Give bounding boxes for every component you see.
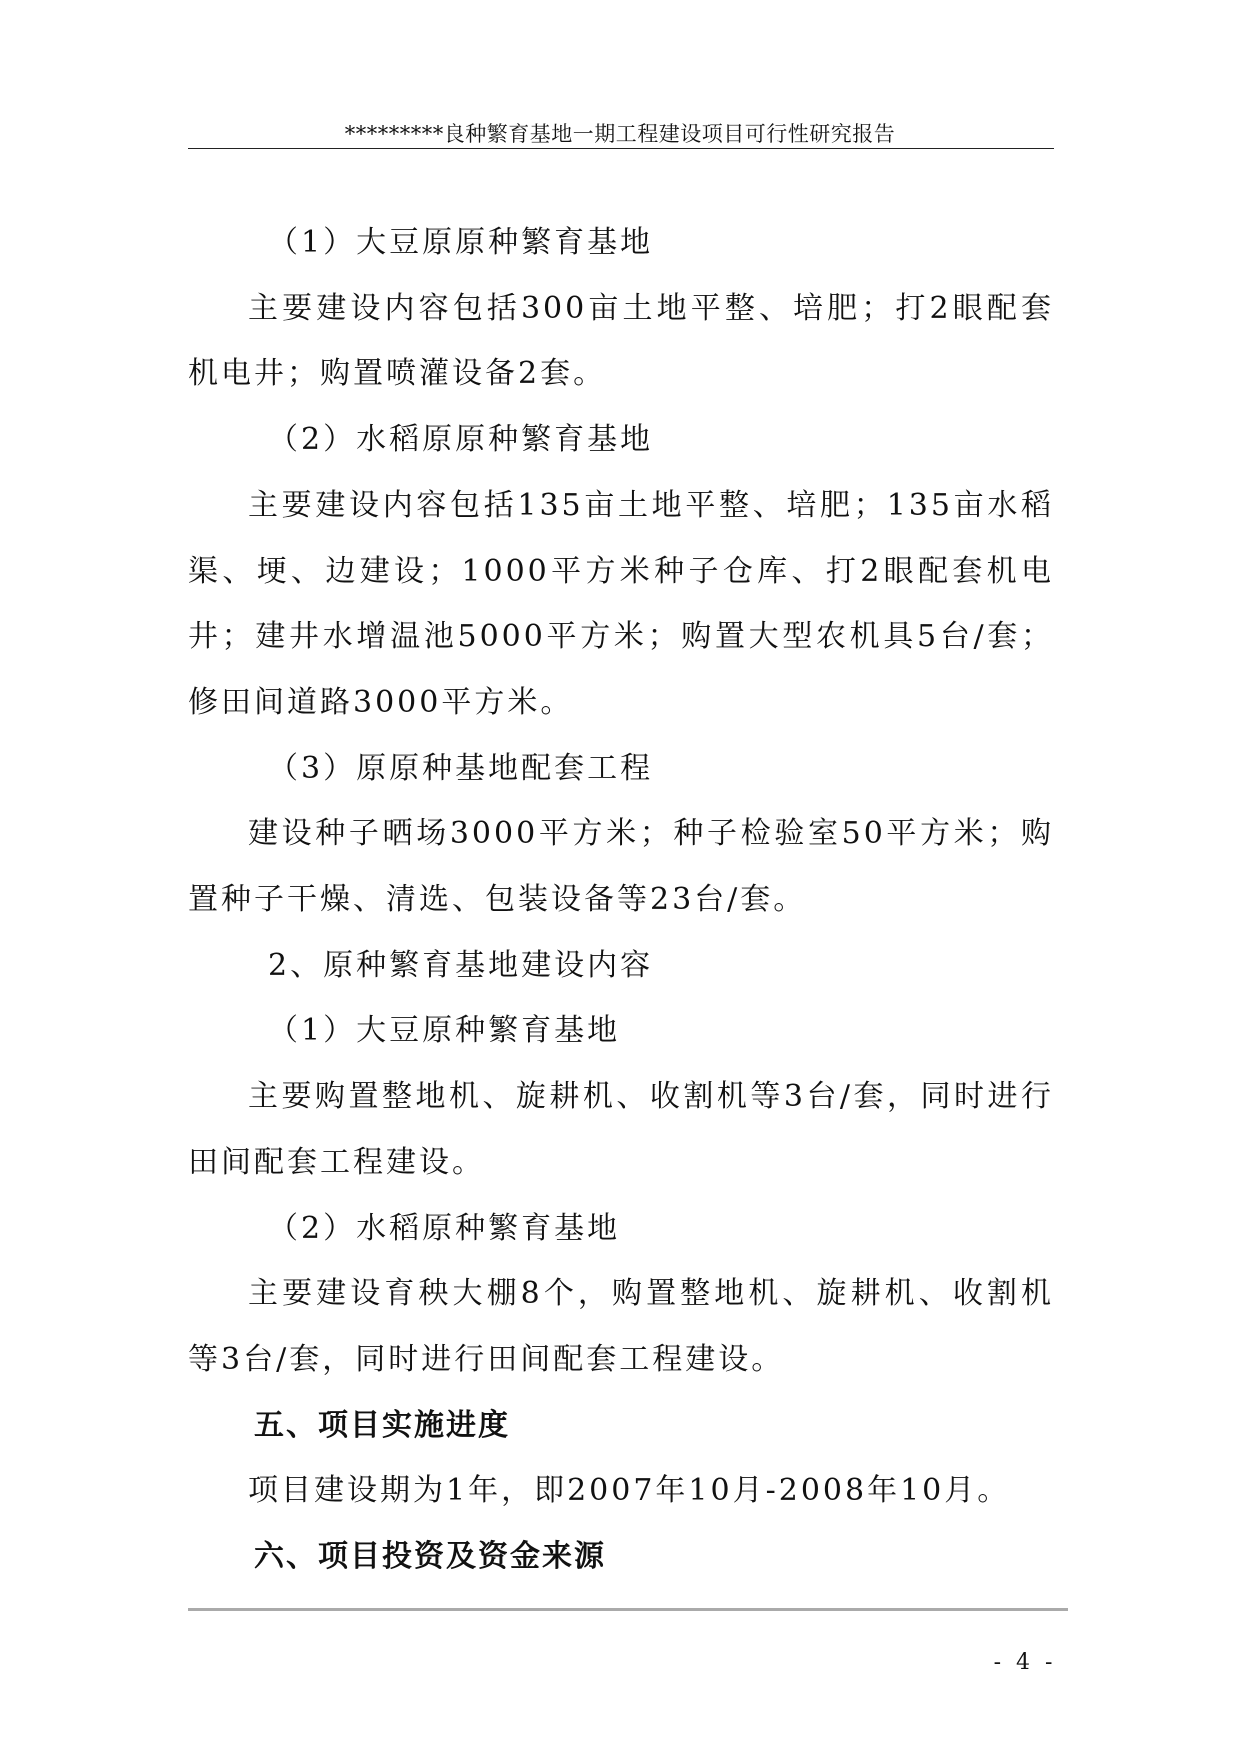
page-number: - 4 - bbox=[993, 1650, 1057, 1675]
header-divider bbox=[188, 148, 1054, 149]
paragraph-soybean-breeder-content: 主要建设内容包括300亩土地平整、培肥；打2眼配套机电井；购置喷灌设备2套。 bbox=[188, 290, 1054, 392]
paragraph-rice-breeder-content: 主要建设内容包括135亩土地平整、培肥；135亩水稻渠、埂、边建设；1000平方米种子仓库、打2眼配套机电井；建井水增温池5000平方米；购置大型农机具5台/套；修田间道路3000平方米。 bbox=[188, 487, 1054, 720]
paragraph-schedule-content: 项目建设期为1年，即2007年10月-2008年10月。 bbox=[248, 1473, 1011, 1509]
section-heading-schedule: 五、项目实施进度 bbox=[254, 1407, 510, 1443]
subheading-breeder-supporting-works: （3）原原种基地配套工程 bbox=[268, 750, 654, 786]
paragraph-soybean-foundation-content: 主要购置整地机、旋耕机、收割机等3台/套，同时进行田间配套工程建设。 bbox=[188, 1079, 1054, 1180]
paragraph-rice-foundation-content: 主要建设育秧大棚8个，购置整地机、旋耕机、收割机等3台/套，同时进行田间配套工程建设。 bbox=[188, 1276, 1054, 1377]
subheading-soybean-foundation-base: （1）大豆原种繁育基地 bbox=[268, 1013, 621, 1049]
subheading-rice-breeder-base: （2）水稻原原种繁育基地 bbox=[268, 422, 654, 458]
subheading-soybean-breeder-base: （1）大豆原原种繁育基地 bbox=[268, 225, 654, 260]
footer-divider bbox=[188, 1608, 1068, 1611]
section-heading-investment: 六、项目投资及资金来源 bbox=[254, 1539, 606, 1575]
subheading-rice-foundation-base: （2）水稻原种繁育基地 bbox=[268, 1210, 621, 1246]
paragraph-supporting-works-content: 建设种子晒场3000平方米；种子检验室50平方米；购置种子干燥、清选、包装设备等23台/套。 bbox=[188, 816, 1054, 918]
document-body bbox=[188, 210, 1054, 1590]
running-header: *********良种繁育基地一期工程建设项目可行性研究报告 bbox=[344, 122, 896, 146]
subheading-foundation-seed-base: 2、原种繁育基地建设内容 bbox=[268, 947, 654, 983]
